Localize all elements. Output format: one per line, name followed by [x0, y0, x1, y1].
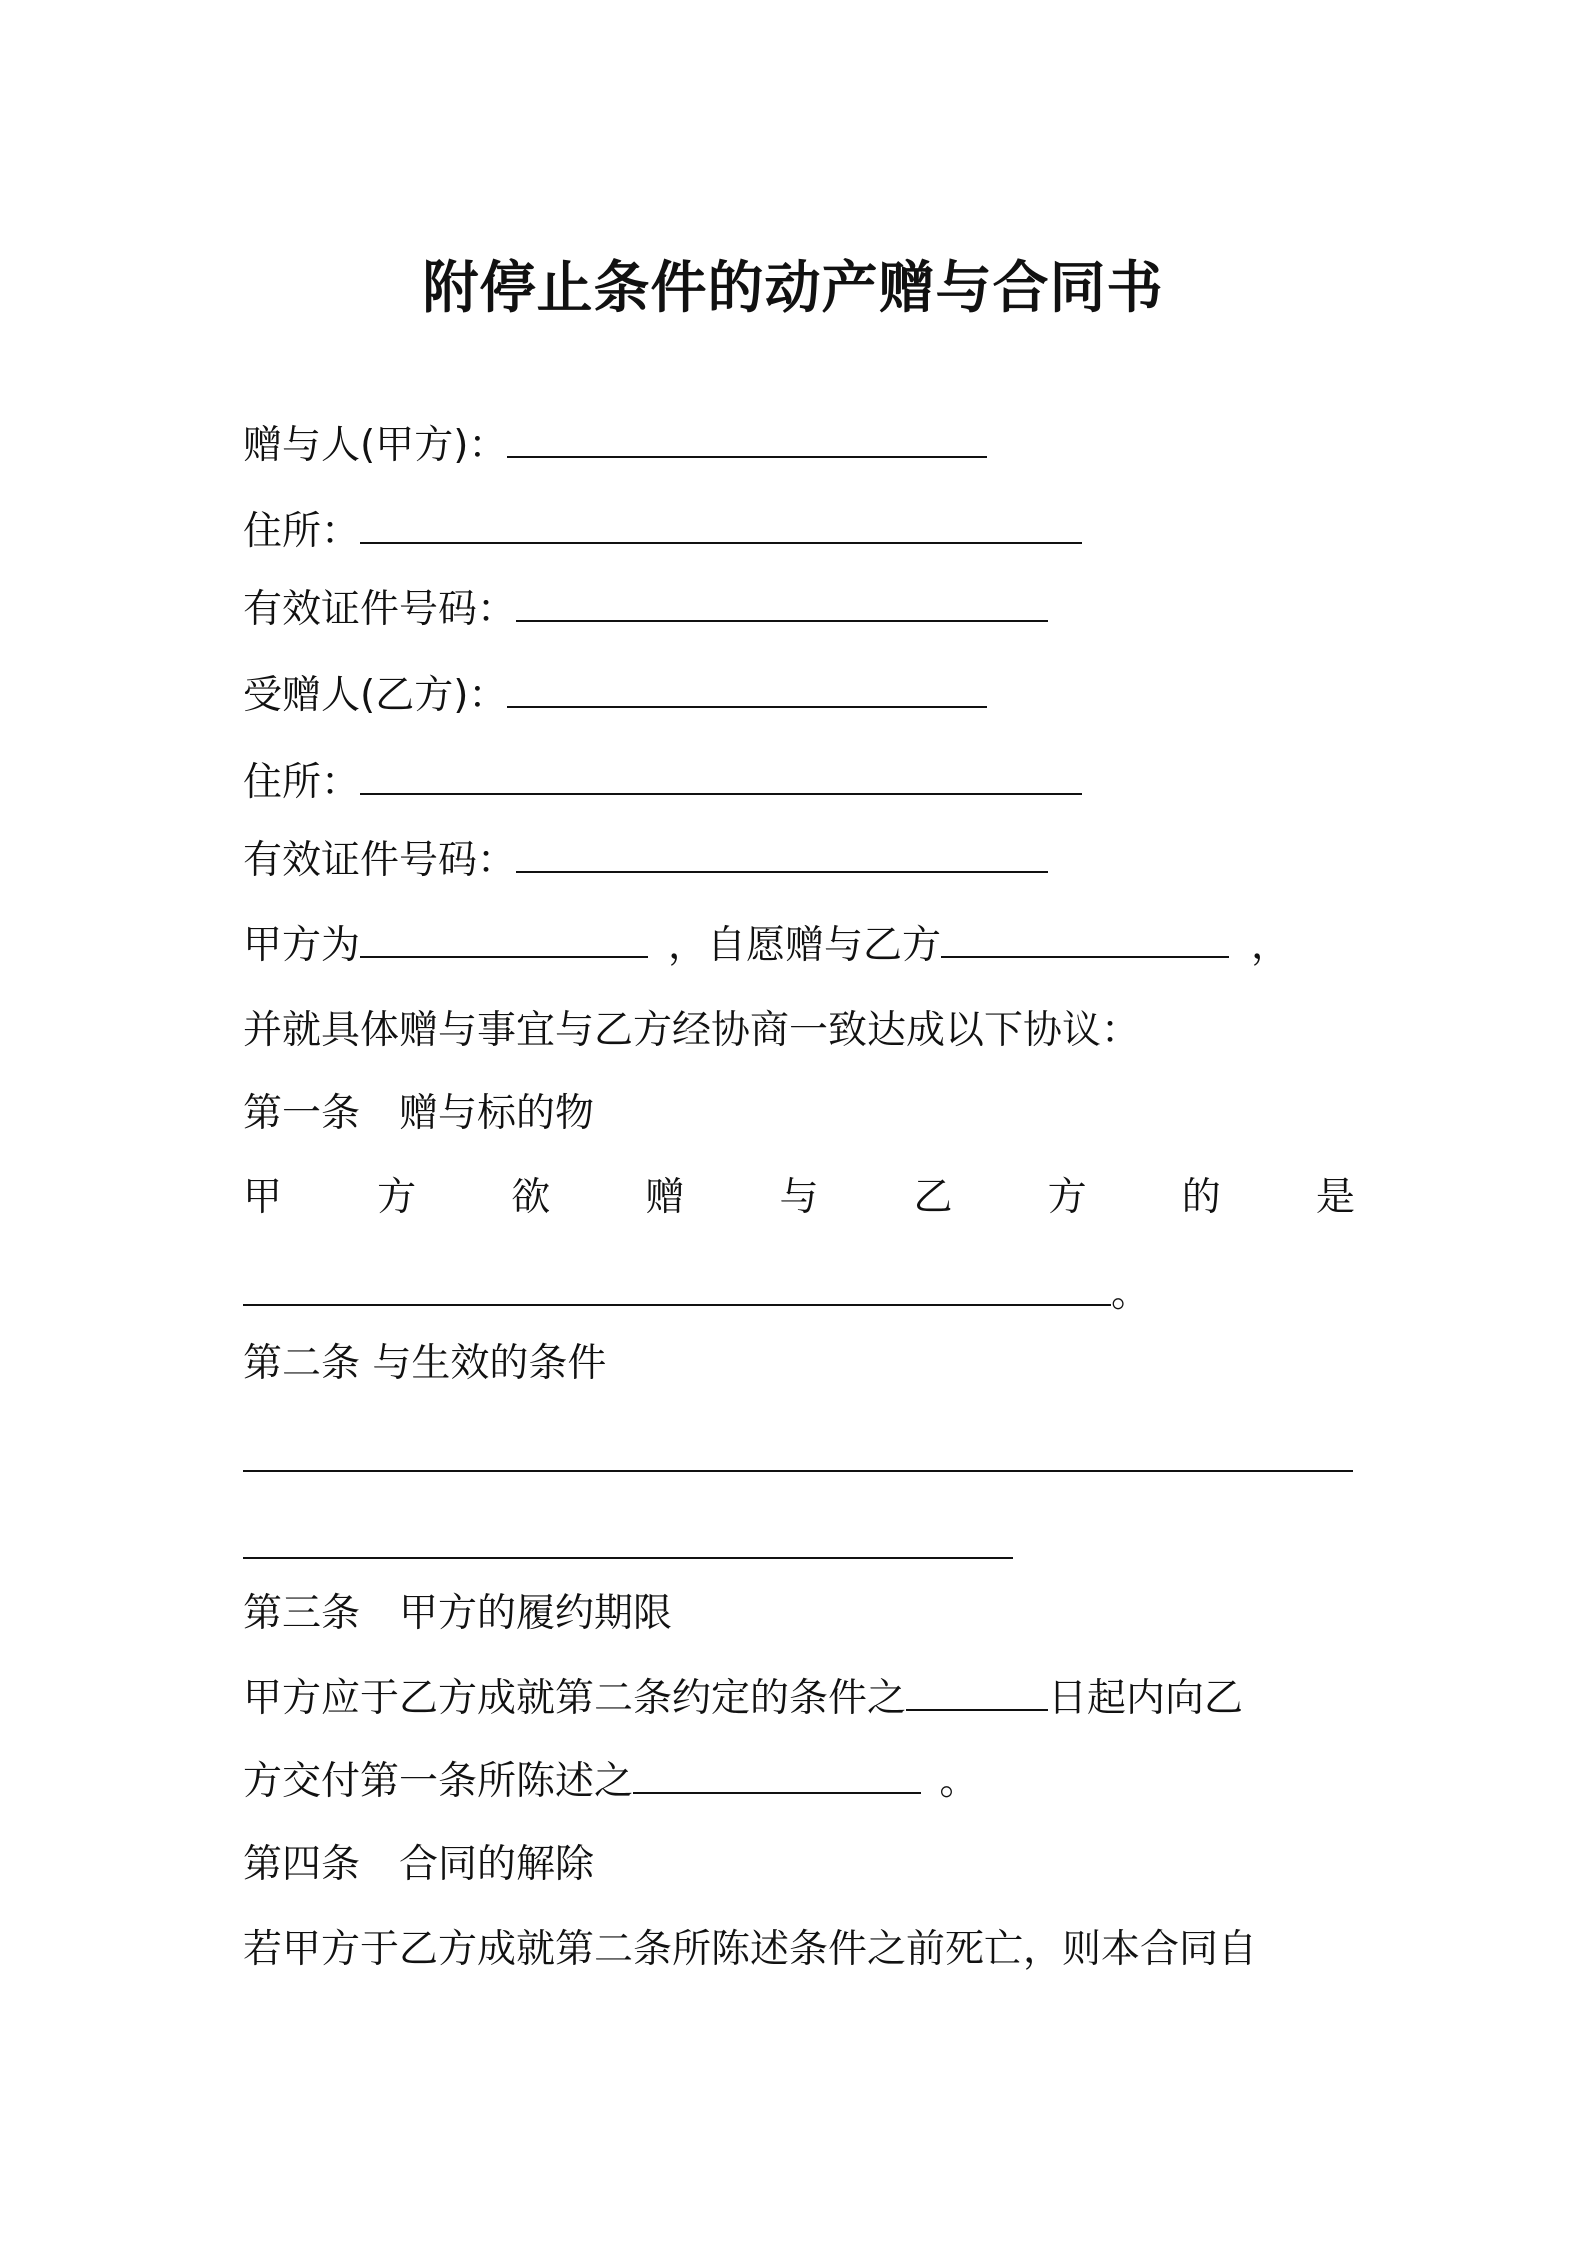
article1-char: 赠: [645, 1175, 685, 1220]
article1-char: 甲: [243, 1175, 283, 1220]
article3-days-blank[interactable]: [906, 1675, 1048, 1711]
donor-address-line: [243, 506, 1082, 558]
article1-char: 欲: [511, 1175, 551, 1220]
article1-end: 。: [1111, 1271, 1151, 1316]
article3-item-blank[interactable]: [633, 1758, 921, 1794]
article2-condition-blank-1[interactable]: [243, 1470, 1353, 1472]
article4-line-1: 若甲方于乙方成就第二条所陈述条件之前死亡，则本合同自: [243, 1927, 1258, 1972]
donor-address-label: 住所：: [243, 509, 361, 554]
article1-char: 方: [377, 1175, 417, 1220]
article3-line1-part1: 甲方应于乙方成就第二条约定的条件之: [243, 1676, 907, 1721]
donor-name-blank[interactable]: [507, 422, 987, 458]
donor-label: 赠与人(甲方)：: [243, 423, 508, 468]
preamble-part2: ，自愿赠与乙方: [668, 923, 942, 968]
donee-id-label: 有效证件号码：: [243, 838, 517, 883]
article1-object-line: [243, 1268, 1150, 1320]
article1-object-blank[interactable]: [243, 1270, 1111, 1306]
article3-heading: 第三条 甲方的履约期限: [243, 1591, 673, 1636]
article3-line-2: [243, 1756, 978, 1808]
donee-address-blank[interactable]: [360, 759, 1082, 795]
article3-line-1: [243, 1673, 1243, 1725]
donee-label: 受赠人(乙方)：: [243, 673, 508, 718]
preamble-part1: 甲方为: [243, 923, 361, 968]
article3-line2-part1: 方交付第一条所陈述之: [243, 1759, 634, 1804]
donee-address-line: [243, 757, 1082, 809]
article1-char: 是: [1315, 1175, 1355, 1220]
preamble-line-1: [243, 920, 1290, 972]
article1-spread-line: [243, 1172, 1355, 1224]
article1-char: 方: [1047, 1175, 1087, 1220]
donee-line: [243, 670, 987, 722]
donor-id-line: [243, 584, 1048, 636]
article1-char: 与: [779, 1175, 819, 1220]
document-title: 附停止条件的动产赠与合同书: [422, 256, 1164, 321]
article4-heading: 第四条 合同的解除: [243, 1842, 595, 1887]
donee-id-blank[interactable]: [516, 837, 1048, 873]
article1-char: 的: [1181, 1175, 1221, 1220]
preamble-line-2: 并就具体赠与事宜与乙方经协商一致达成以下协议：: [243, 1008, 1141, 1053]
donor-address-blank[interactable]: [360, 508, 1082, 544]
donor-id-blank[interactable]: [516, 586, 1048, 622]
article3-line1-part2: 日起内向乙: [1048, 1676, 1244, 1721]
preamble-blank-1[interactable]: [360, 922, 648, 958]
article2-heading: 第二条 与生效的条件: [243, 1341, 607, 1386]
donor-line: [243, 420, 987, 472]
preamble-blank-2[interactable]: [941, 922, 1229, 958]
article1-heading: 第一条 赠与标的物: [243, 1091, 595, 1136]
donee-name-blank[interactable]: [507, 672, 987, 708]
donor-id-label: 有效证件号码：: [243, 587, 517, 632]
donee-id-line: [243, 835, 1048, 887]
article2-condition-blank-2[interactable]: [243, 1557, 1013, 1559]
article1-char: 乙: [913, 1175, 953, 1220]
article3-line2-part2: 。: [927, 1759, 979, 1804]
preamble-part3: ，: [1251, 923, 1291, 968]
donee-address-label: 住所：: [243, 760, 361, 805]
